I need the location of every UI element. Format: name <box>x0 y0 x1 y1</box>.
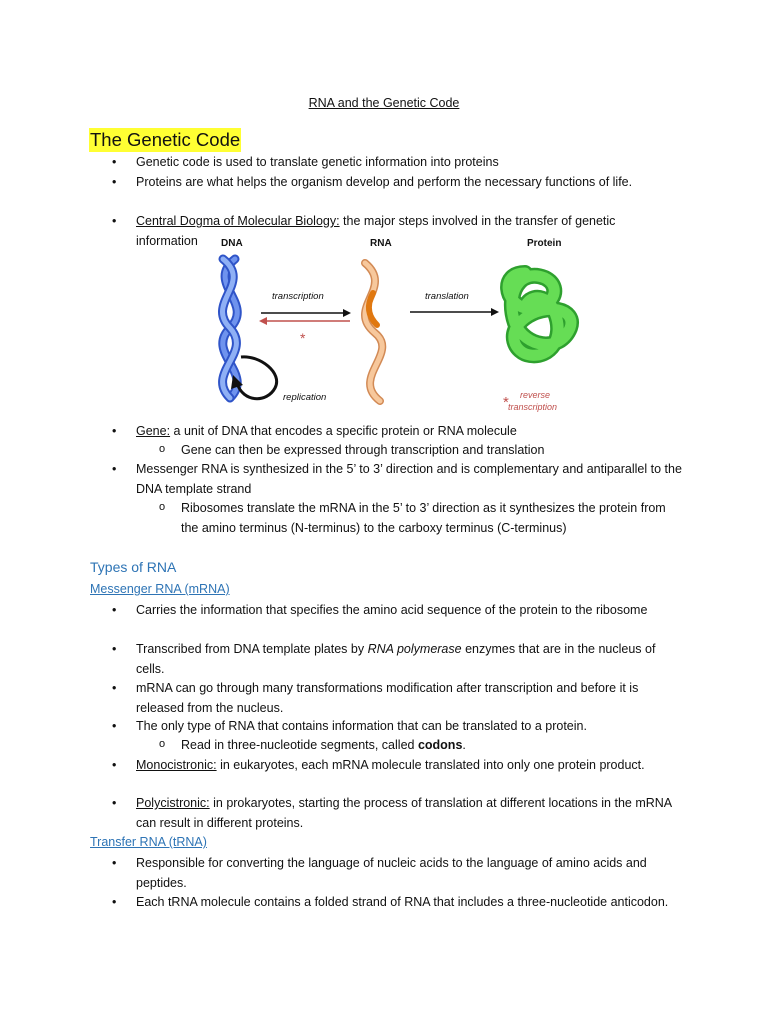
term-monocistronic: Monocistronic: <box>136 758 217 772</box>
bullet-text: a unit of DNA that encodes a specific protein or RNA molecule <box>170 424 517 438</box>
bullet-text: The only type of RNA that contains information that can be translated to a protein. <box>136 719 587 733</box>
central-dogma-diagram <box>205 233 585 418</box>
bullet-text: in prokaryotes, starting the process of translation at different locations in the mRNA can result in different proteins. <box>136 796 672 830</box>
heading-types-of-rna: Types of RNA <box>90 559 177 575</box>
bullet-text: Messenger RNA is synthesized in the 5’ to 3’ direction and is complementary and antiparallel to the DNA template strand <box>136 462 682 496</box>
term-central-dogma: Central Dogma of Molecular Biology: <box>136 214 340 228</box>
bullet-text: Proteins are what helps the organism develop and perform the necessary functions of life. <box>136 175 633 189</box>
transcription-arrow <box>261 309 351 317</box>
term-polycistronic: Polycistronic: <box>136 796 210 810</box>
page-title: RNA and the Genetic Code <box>308 96 460 110</box>
label-translation: translation <box>425 291 469 302</box>
label-protein: Protein <box>527 238 562 249</box>
bullet-text: enzymes that are in the nucleus of cells. <box>136 642 656 676</box>
label-transcription: transcription <box>272 291 324 302</box>
bullet-text: Genetic code is used to translate genetic information into proteins <box>136 155 499 169</box>
bullet-text: Each tRNA molecule contains a folded strand of RNA that includes a three-nucleotide anticodon. <box>136 895 669 909</box>
subbullet-text: . <box>462 738 466 752</box>
bullet-text: the major steps involved in the transfer of genetic information <box>136 214 616 248</box>
label-replication: replication <box>283 392 327 403</box>
heading-genetic-code: The Genetic Code <box>90 129 241 150</box>
label-rna: RNA <box>370 238 392 249</box>
bullet-text: Responsible for converting the language of nucleic acids to the language of amino acids and peptides. <box>136 856 647 890</box>
translation-arrow <box>410 308 499 316</box>
bullet-text: in eukaryotes, each mRNA molecule translated into only one protein product. <box>216 758 645 772</box>
term-rna-polymerase: RNA polymerase <box>367 642 462 656</box>
label-reverse: reverse <box>520 390 551 400</box>
bullet-text: Carries the information that specifies the amino acid sequence of the protein to the ribosome <box>136 603 648 617</box>
reverse-asterisk: * <box>503 394 509 411</box>
protein-structure <box>508 273 571 355</box>
bullet-text: Transcribed from DNA template plates by <box>136 642 368 656</box>
subbullet-text: Read in three-nucleotide segments, called <box>181 738 418 752</box>
term-codons: codons <box>417 738 463 752</box>
label-dna: DNA <box>221 238 243 249</box>
term-gene: Gene: <box>136 424 171 438</box>
rna-strand <box>365 263 382 401</box>
heading-trna: Transfer RNA (tRNA) <box>90 835 207 849</box>
heading-mrna: Messenger RNA (mRNA) <box>90 582 230 596</box>
reverse-transcription-arrow <box>259 317 350 325</box>
label-reverse-transcription: transcription <box>508 402 558 412</box>
asterisk-mark: * <box>300 330 306 346</box>
subbullet-text: Gene can then be expressed through transcription and translation <box>181 443 545 457</box>
subbullet-text: Ribosomes translate the mRNA in the 5’ to 3’ direction as it synthesizes the protein from the amino terminus (N-terminus) to the carboxy terminus (C-terminus) <box>181 501 666 535</box>
bullet-text: mRNA can go through many transformations modification after transcription and before it is released from the nucleus. <box>136 681 639 715</box>
